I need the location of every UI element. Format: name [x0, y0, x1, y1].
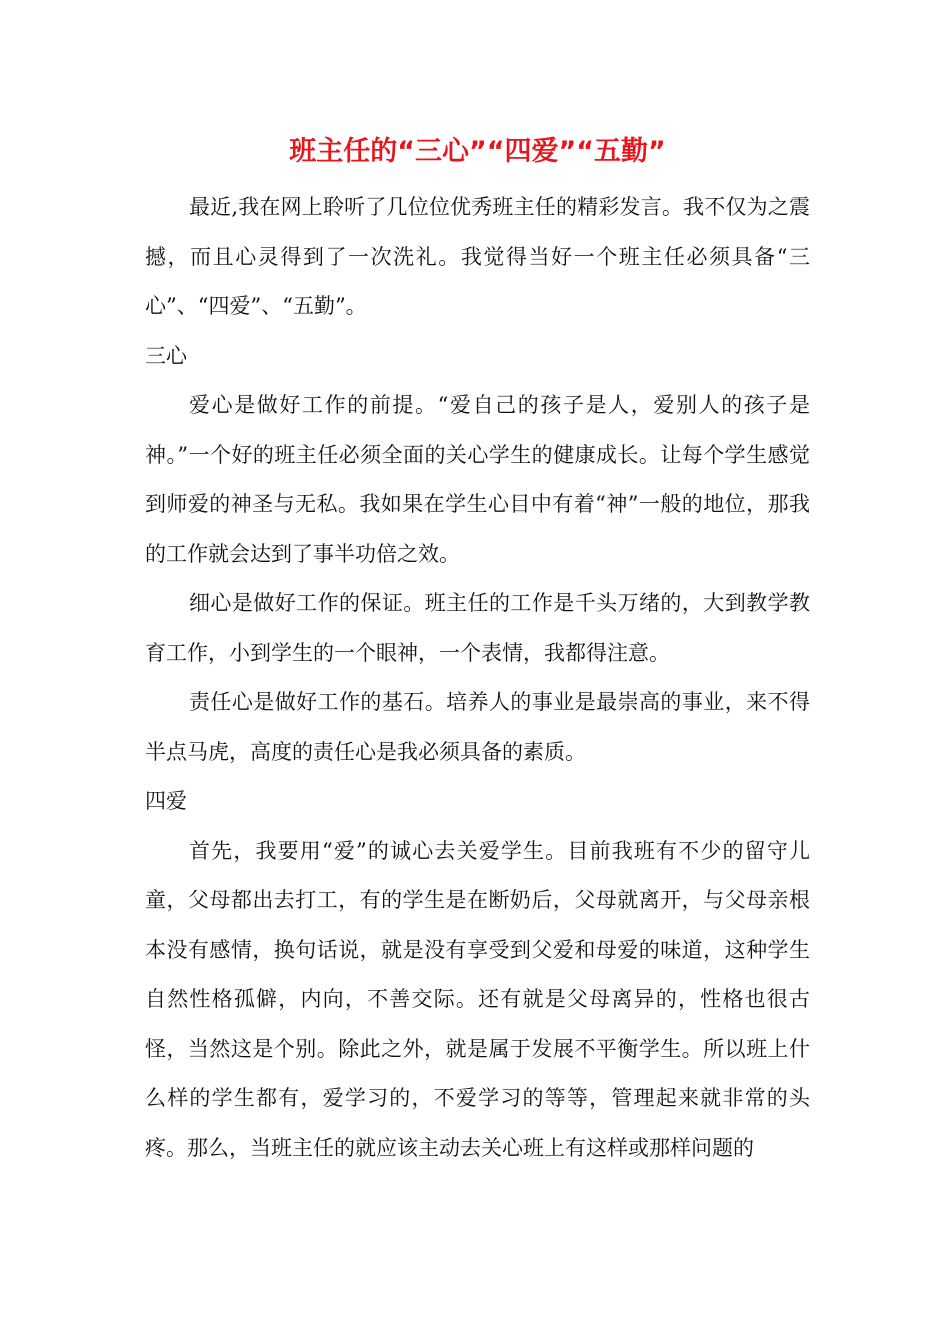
document-body: [145, 130, 810, 1173]
document-title: 班主任的“三心”“四爱”“五勤”: [289, 136, 666, 167]
section-heading-siai: 四爱: [145, 789, 187, 813]
sanxin-paragraph-love: 爱心是做好工作的前提。“爱自己的孩子是人，爱别人的孩子是神。”一个好的班主任必须全面的关心学生的健康成长。让每个学生感觉到师爱的神圣与无私。我如果在学生心目中有着“神”一般的地位，那我的工作就会达到了事半功倍之效。: [145, 393, 810, 566]
section-heading-sanxin: 三心: [145, 343, 187, 368]
sanxin-paragraph-responsibility: 责任心是做好工作的基石。培养人的事业是最崇高的事业，来不得半点马虎，高度的责任心是我必须具备的素质。: [145, 690, 810, 764]
intro-paragraph: 最近,我在网上聆听了几位位优秀班主任的精彩发言。我不仅为之震撼，而且心灵得到了一次洗礼。我觉得当好一个班主任必须具备“三心”、“四爱”、“五勤”。: [145, 195, 810, 318]
sanxin-paragraph-care: 细心是做好工作的保证。班主任的工作是千头万绪的，大到教学教育工作，小到学生的一个眼神，一个表情，我都得注意。: [145, 591, 810, 665]
siai-paragraph-first: 首先，我要用“爱”的诚心去关爱学生。目前我班有不少的留守儿童，父母都出去打工，有的学生是在断奶后，父母就离开，与父母亲根本没有感情，换句话说，就是没有享受到父爱和母爱的味道，这种学生自然性格孤僻，内向，不善交际。还有就是父母离异的，性格也很古怪，当然这是个别。除此之外，就是属于发展不平衡学生。所以班上什么样的学生都有，爱学习的，不爱学习的等等，管理起来就非常的头疼。那么，当班主任的就应该主动去关心班上有这样或那样问题的: [145, 838, 810, 1160]
